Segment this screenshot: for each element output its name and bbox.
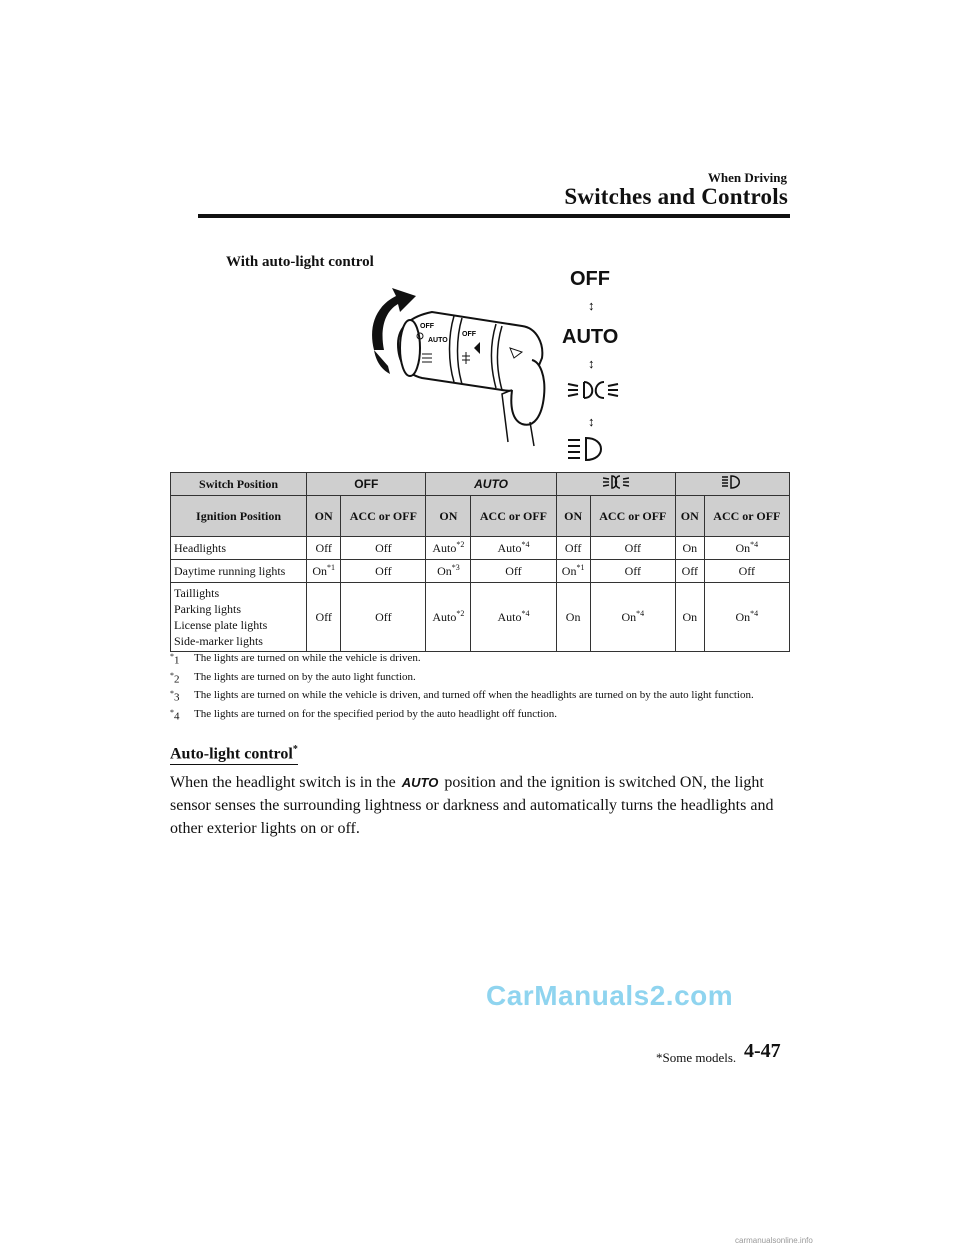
footnote-asterisk: *: [170, 670, 174, 680]
headlight-symbol-icon: [568, 438, 601, 460]
arrow-updown-3: ↕: [588, 414, 595, 429]
footnote: [170, 671, 790, 686]
cell-value: Off: [505, 564, 522, 578]
cell-value: Off: [564, 541, 582, 555]
footnote-mark: [170, 671, 194, 686]
table-cell: [471, 583, 556, 652]
cell-value: Auto: [497, 541, 522, 555]
cell-value: Auto: [497, 610, 522, 624]
footnote: [170, 652, 790, 667]
table-cell: [675, 583, 704, 652]
cell-footnote-mark: *4: [750, 609, 759, 618]
footnote-mark: [170, 652, 194, 667]
cell-value: Off: [681, 564, 699, 578]
lights-status-table: [170, 472, 790, 652]
footnote-text: The lights are turned on by the auto light function.: [194, 670, 416, 683]
cell-footnote-mark: *4: [521, 540, 530, 549]
table-cell: [471, 537, 556, 560]
stalk-label-off-2: OFF: [462, 331, 476, 338]
cell-value: On: [561, 564, 577, 578]
paragraph-text-2: position and the ignition is switched ON, the light sensor senses the surrounding lightness or darkness and automatically turns the headlights and other exterior lights on or off.: [170, 774, 774, 837]
table-cell: [590, 560, 675, 583]
footnote-number: 4: [174, 710, 180, 723]
figure-subtitle: With auto-light control: [226, 254, 374, 270]
paragraph-text-1: When the headlight switch is in the: [170, 774, 400, 791]
footnote-number: 1: [174, 654, 180, 667]
table-cell: [341, 583, 426, 652]
table-cell: [556, 583, 590, 652]
ignition-position-header: Ignition Position: [171, 496, 307, 537]
footnote-asterisk: *: [170, 652, 174, 661]
cell-value: On: [565, 610, 581, 624]
table-cell: [307, 537, 341, 560]
ignition-cell: ON: [556, 496, 590, 537]
footnote-text: The lights are turned on while the vehicle is driven, and turned off when the headlights are turned on by the auto light function.: [194, 689, 754, 702]
switch-off-cell: [307, 473, 426, 496]
footnote: [170, 708, 790, 723]
table-cell: [556, 560, 590, 583]
section-title: [170, 744, 298, 765]
footnote-text: The lights are turned on for the specified period by the auto headlight off function.: [194, 707, 557, 720]
table-cell: [704, 537, 789, 560]
table-cell: [307, 583, 341, 652]
auto-symbol: AUTO: [474, 476, 508, 491]
switch-position-row: [171, 473, 790, 496]
body-paragraph: [170, 771, 792, 840]
headlight-stalk-illustration: [362, 266, 632, 472]
footnote-asterisk: *: [170, 707, 174, 717]
parking-light-symbol-icon: [603, 475, 629, 489]
headlight-symbol-icon: [722, 475, 742, 489]
table-cell: [307, 560, 341, 583]
cell-value: Auto: [432, 541, 457, 555]
ignition-cell: ON: [426, 496, 471, 537]
table-row: [171, 583, 790, 652]
cell-value: Off: [624, 564, 642, 578]
table-cell: [341, 560, 426, 583]
cell-footnote-mark: *2: [456, 540, 465, 549]
arrow-updown-2: ↕: [588, 356, 595, 371]
cell-value: Off: [738, 564, 756, 578]
auto-inline-symbol: AUTO: [401, 775, 439, 790]
stalk-label-auto: AUTO: [428, 337, 448, 344]
some-models-note: *Some models.: [656, 1050, 737, 1065]
ignition-cell: ON: [307, 496, 341, 537]
cell-value: On: [312, 564, 327, 578]
table-cell: [590, 583, 675, 652]
table-cell: [556, 537, 590, 560]
cell-value: Off: [315, 541, 332, 555]
table-cell: [341, 537, 426, 560]
footnotes: [170, 652, 790, 727]
cell-value: Off: [375, 610, 392, 624]
cell-value: On: [621, 610, 637, 624]
switch-auto-cell: [426, 473, 556, 496]
table-cell: [426, 537, 471, 560]
cell-value: On: [682, 610, 698, 624]
off-position-label: OFF: [570, 268, 610, 290]
cell-value: Off: [375, 541, 392, 555]
row-label: Taillights Parking lights License plate lights Side-marker lights: [171, 583, 307, 652]
footnote-number: 3: [174, 691, 180, 704]
row-label: Headlights: [171, 537, 307, 560]
header-rule: [198, 214, 790, 218]
cell-value: On: [437, 564, 452, 578]
cell-value: On: [735, 541, 751, 555]
table-cell: [471, 560, 556, 583]
watermark-logo: CarManuals2.com: [486, 980, 734, 1011]
cell-value: Off: [375, 564, 392, 578]
cell-value: Off: [624, 541, 642, 555]
table-row: [171, 560, 790, 583]
section-title-text: Auto-light control: [170, 745, 293, 763]
cell-footnote-mark: *4: [521, 609, 530, 618]
chapter-title: Switches and Controls: [564, 184, 788, 209]
cell-value: On: [682, 541, 698, 555]
footnote-asterisk: *: [170, 689, 174, 699]
ignition-cell: ON: [675, 496, 704, 537]
cell-footnote-mark: *4: [636, 609, 645, 618]
table-cell: [426, 583, 471, 652]
cell-footnote-mark: *2: [456, 609, 465, 618]
parking-light-symbol-icon: [568, 382, 618, 398]
ignition-cell: ACC or OFF: [471, 496, 556, 537]
footer-url: carmanualsonline.info: [735, 1236, 813, 1245]
table-cell: [704, 583, 789, 652]
table-body: [171, 537, 790, 652]
ignition-cell: ACC or OFF: [590, 496, 675, 537]
cell-value: Auto: [432, 610, 457, 624]
table-cell: [675, 537, 704, 560]
table-cell: [675, 560, 704, 583]
ignition-position-row: [171, 496, 790, 537]
footnote-number: 2: [174, 673, 180, 686]
stalk-label-off: OFF: [420, 323, 434, 330]
section-header: When Driving: [707, 170, 787, 185]
row-label: Daytime running lights: [171, 560, 307, 583]
auto-position-label: AUTO: [562, 326, 619, 348]
cell-footnote-mark: *3: [451, 563, 460, 572]
page-number: 4-47: [744, 1040, 781, 1062]
cell-value: On: [735, 610, 751, 624]
switch-parking-cell: [556, 473, 675, 496]
cell-footnote-mark: *1: [576, 563, 585, 572]
table-row: [171, 537, 790, 560]
footnote-mark: [170, 689, 194, 704]
table-cell: [426, 560, 471, 583]
footnote-text: The lights are turned on while the vehicle is driven.: [194, 652, 421, 664]
ignition-cell: ACC or OFF: [704, 496, 789, 537]
arrow-updown-1: ↕: [588, 298, 595, 313]
cell-footnote-mark: *1: [327, 563, 335, 572]
section-title-mark: *: [292, 744, 298, 755]
off-symbol: OFF: [354, 476, 379, 491]
switch-headlight-cell: [675, 473, 789, 496]
ignition-cell: ACC or OFF: [341, 496, 426, 537]
cell-footnote-mark: *4: [750, 540, 759, 549]
footnote: [170, 689, 790, 704]
cell-value: Off: [315, 610, 332, 624]
table-cell: [590, 537, 675, 560]
table-cell: [704, 560, 789, 583]
switch-position-header: Switch Position: [171, 473, 307, 496]
footnote-mark: [170, 708, 194, 723]
